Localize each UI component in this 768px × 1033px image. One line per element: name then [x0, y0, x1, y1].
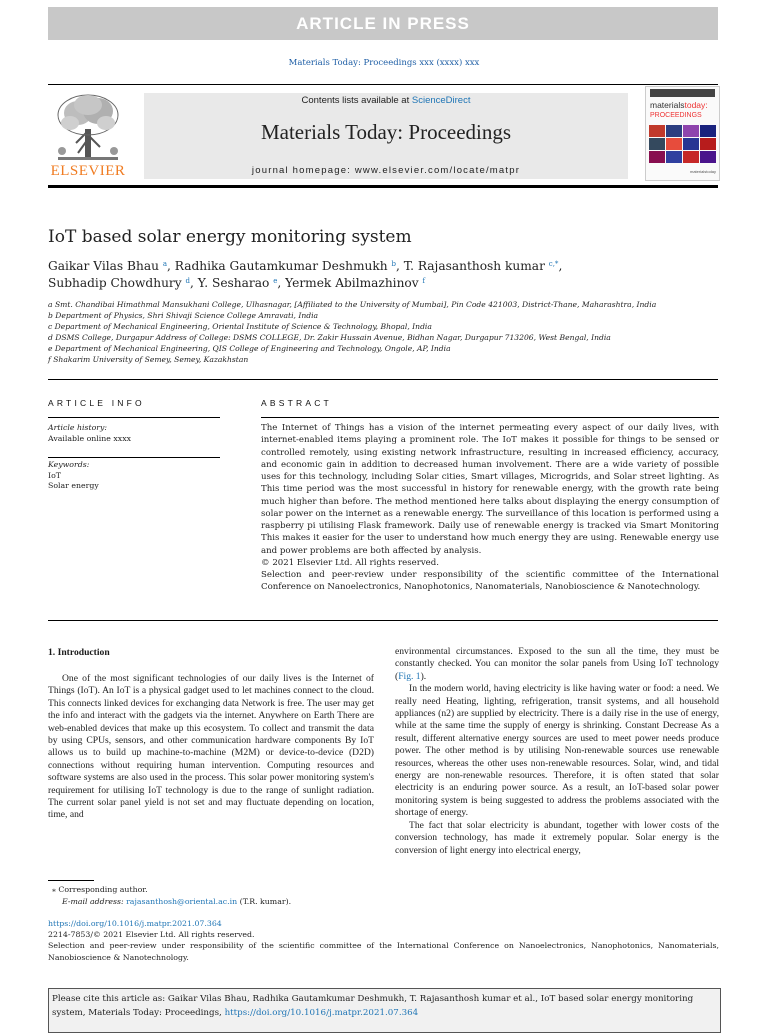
paragraph-text: environmental circumstances. Exposed to the sun all the time, they must be constantly checked. You can monitor the solar panels from Using IoT technology ( — [395, 646, 719, 682]
affiliation-item: b Department of Physics, Shri Shivaji Science College Amravati, India — [48, 311, 319, 321]
journal-reference-link[interactable]: Materials Today: Proceedings xxx (xxxx) xxx — [288, 58, 480, 68]
figure-1-link[interactable]: Fig. 1 — [398, 670, 421, 682]
author-name[interactable]: Y. Sesharao — [197, 276, 270, 290]
affiliation-marker[interactable]: f — [422, 277, 426, 285]
cover-title-1: materials — [650, 100, 685, 110]
info-rule — [48, 457, 220, 458]
cover-title — [650, 101, 708, 120]
author-name[interactable]: Gaikar Vilas Bhau — [48, 259, 159, 273]
journal-cover-thumbnail[interactable] — [645, 86, 720, 181]
affiliation-marker[interactable]: a — [162, 260, 168, 268]
footnotes — [48, 884, 398, 908]
body-paragraph: In the modern world, having electricity is like having water or food: a need. We really need Heating, lighting, refrigeration, transit systems, and all household appliances (n2) are supplied by electricity. There is a daily rise in the use of energy, while at the same time the supply of energy is shrinking. Constant Decrease As a result, different alternative energy sources are used to meet power needs produce power. The other method is by utilising Non-renewable sources use renewable resources, whereas the other uses non-renewable resources. Solar, wind, and tidal energy are non-renewable resources. Therefore, it is often stated that solar electricity is an enduring power source. As a result, an IoT-based solar power monitoring system is being suggested to address the problems associated with the shortage of energy. — [395, 683, 719, 819]
elsevier-wordmark: ELSEVIER — [50, 163, 126, 179]
affiliation-marker[interactable]: d — [185, 277, 191, 285]
corresponding-author-note: ⁎ Corresponding author. — [52, 885, 148, 894]
body-paragraph: The fact that solar electricity is abundant, together with lower costs of the conversion technology, has made it extremely popular. Solar energy is the conversion of light energy into electrical energy, — [395, 819, 719, 856]
body-column-left — [48, 673, 374, 822]
abstract-selection: Selection and peer-review under responsibility of the scientific committee of the International Conference on Nanoelectronics, Nanophotonics, Nanomaterials, Nanobioscience & Nanotechnology. — [261, 570, 719, 593]
article-in-press-banner: ARTICLE IN PRESS — [48, 7, 718, 40]
email-link[interactable]: rajasanthosh@oriental.ac.in — [126, 897, 238, 906]
cover-title-3: PROCEEDINGS — [650, 112, 702, 119]
abstract-text: The Internet of Things has a vision of the internet permeating every aspect of our daily lives, with internet-enabled items playing a prominent role. The IoT makes it possible for things to be sensed or controlled remotely, using existing network infrastructure, resulting in increased efficiency, accuracy, and economic gain in addition to decreased human involvement. There are a wide variety of possible uses for this technology, including Solar cities, Smart villages, Microgrids, and Solar street lighting. As This time period was the most successful in history for renewable energy, with the growth rate being much higher than before. The method mentioned here talks about displaying the energy consumption of solar power on the internet as a renewable energy. The surveillance of this location is performed using a raspberry pi utilising Flask framework. Daily use of renewable energy is tracked via Smart Monitoring This makes it easier for the user to understand how much energy they are using. Renewable energy use and power problems are both affected by analysis. — [261, 423, 719, 556]
article-title: IoT based solar energy monitoring system — [48, 227, 412, 247]
affiliations — [48, 299, 728, 366]
keyword-item[interactable]: IoT — [48, 470, 61, 480]
elsevier-logo[interactable] — [48, 93, 128, 179]
author-name[interactable]: Radhika Gautamkumar Deshmukh — [174, 259, 388, 273]
keywords-label: Keywords: — [48, 460, 90, 469]
abstract-rule — [261, 417, 719, 418]
issn-copyright: 2214-7853/© 2021 Elsevier Ltd. All rights reserved. — [48, 930, 255, 940]
body-column-right — [395, 646, 719, 857]
author-list — [48, 258, 728, 292]
journal-masthead — [144, 93, 628, 179]
body-paragraph: One of the most significant technologies of our daily lives is the Internet of Things (IoT). An IoT is a physical gadget used to let machines connect to the cloud. This connects linked devices for exchanging data Network is free. The user may get the info and interact with the gadgets via the internet. Anywhere on Earth There are web-enabled devices that make up this ecosystem. To collect and transmit the data by using CPUs, sensors, and other communication hardware components By IoT allows us to build up machine-to-machine (M2M) or device-to-device (D2D) connections without requiring human intervention. Computing resources and software systems are also used in the process. This solar power monitoring system's requirement for utilising IoT technology is due to the range of sunlight radiation. The current solar panel yield is not set and may fluctuate depending on location, time, and — [48, 673, 374, 821]
cover-footer: materialstoday — [690, 169, 717, 174]
section-rule — [48, 379, 718, 380]
author-name[interactable]: Yermek Abilmazhinov — [285, 276, 419, 290]
email-label: E-mail address: — [62, 897, 127, 906]
journal-title: Materials Today: Proceedings — [260, 120, 512, 144]
info-rule — [48, 417, 220, 418]
section-heading-introduction: 1. Introduction — [48, 647, 110, 658]
author-separator: , — [277, 276, 286, 290]
affiliation-item: e Department of Mechanical Engineering, QIS College of Engineering and Technology, Ongole, AP, India — [48, 344, 451, 354]
citation-text: Please cite this article as: Gaikar Vilas Bhau, Radhika Gautamkumar Deshmukh, T. Rajasanthosh kumar et al., IoT based solar energy monitoring system, Materials Today: Proceedings, — [52, 994, 694, 1018]
keyword-item[interactable]: Solar energy — [48, 481, 99, 490]
author-separator: , — [167, 259, 175, 273]
author-separator: , — [395, 259, 404, 273]
contents-availability — [144, 95, 628, 106]
abstract-bottom-rule — [48, 620, 718, 621]
affiliation-item: c Department of Mechanical Engineering, Oriental Institute of Science & Technology, Bhopal, India — [48, 322, 432, 332]
citation-doi-link[interactable]: https://doi.org/10.1016/j.matpr.2021.07.364 — [224, 1008, 419, 1018]
author-name[interactable]: Subhadip Chowdhury — [48, 276, 182, 290]
masthead-rule — [48, 185, 718, 188]
history-label: Article history: — [48, 423, 108, 432]
affiliation-item: d DSMS College, Durgapur Address of College: DSMS COLLEGE, Dr. Zakir Hussain Avenue, Bidhan Nagar, Durgapur 713206, West Bengal, India — [48, 333, 611, 343]
keywords-block — [48, 460, 99, 492]
elsevier-tree-icon — [48, 93, 128, 163]
email-suffix: (T.R. kumar). — [237, 897, 292, 906]
body-paragraph — [395, 646, 719, 683]
contents-prefix: Contents lists available at — [301, 95, 412, 106]
footnote-rule — [48, 880, 94, 881]
affiliation-item: a Smt. Chandibai Himathmal Mansukhani College, Ulhasnagar, [Affiliated to the University of Mumbai], Pin Code 421003, District-Thane, Maharashtra, India — [48, 300, 657, 309]
sciencedirect-link[interactable]: ScienceDirect — [411, 95, 471, 106]
paragraph-text: ). — [420, 670, 427, 682]
affiliation-marker[interactable]: e — [273, 277, 278, 285]
cover-title-2: today: — [684, 100, 708, 110]
author-name[interactable]: T. Rajasanthosh kumar — [403, 259, 545, 273]
cover-header-bar — [650, 89, 715, 97]
email-note — [48, 896, 398, 908]
meta-selection: Selection and peer-review under responsibility of the scientific committee of the International Conference on Nanoelectronics, Nanophotonics, Nanomaterials, Nanobioscience & Nanotechnology. — [48, 941, 719, 962]
top-rule — [48, 84, 718, 85]
author-separator: , — [190, 276, 198, 290]
abstract-body — [261, 422, 719, 594]
article-info-heading: ARTICLE INFO — [48, 398, 145, 408]
affiliation-marker[interactable]: c,* — [548, 260, 559, 268]
abstract-copyright: © 2021 Elsevier Ltd. All rights reserved. — [261, 557, 439, 568]
author-separator: , — [558, 259, 563, 273]
journal-homepage-link[interactable]: journal homepage: www.elsevier.com/locate/matpr — [251, 165, 521, 176]
citation-box — [48, 988, 721, 1033]
affiliation-marker[interactable]: b — [391, 260, 396, 268]
history-value: Available online xxxx — [48, 433, 131, 443]
article-history — [48, 423, 131, 444]
affiliation-item: f Shakarim University of Semey, Semey, Kazakhstan — [48, 355, 249, 365]
doi-link[interactable]: https://doi.org/10.1016/j.matpr.2021.07.364 — [48, 919, 222, 928]
abstract-heading: ABSTRACT — [261, 398, 332, 408]
publication-meta — [48, 918, 719, 963]
